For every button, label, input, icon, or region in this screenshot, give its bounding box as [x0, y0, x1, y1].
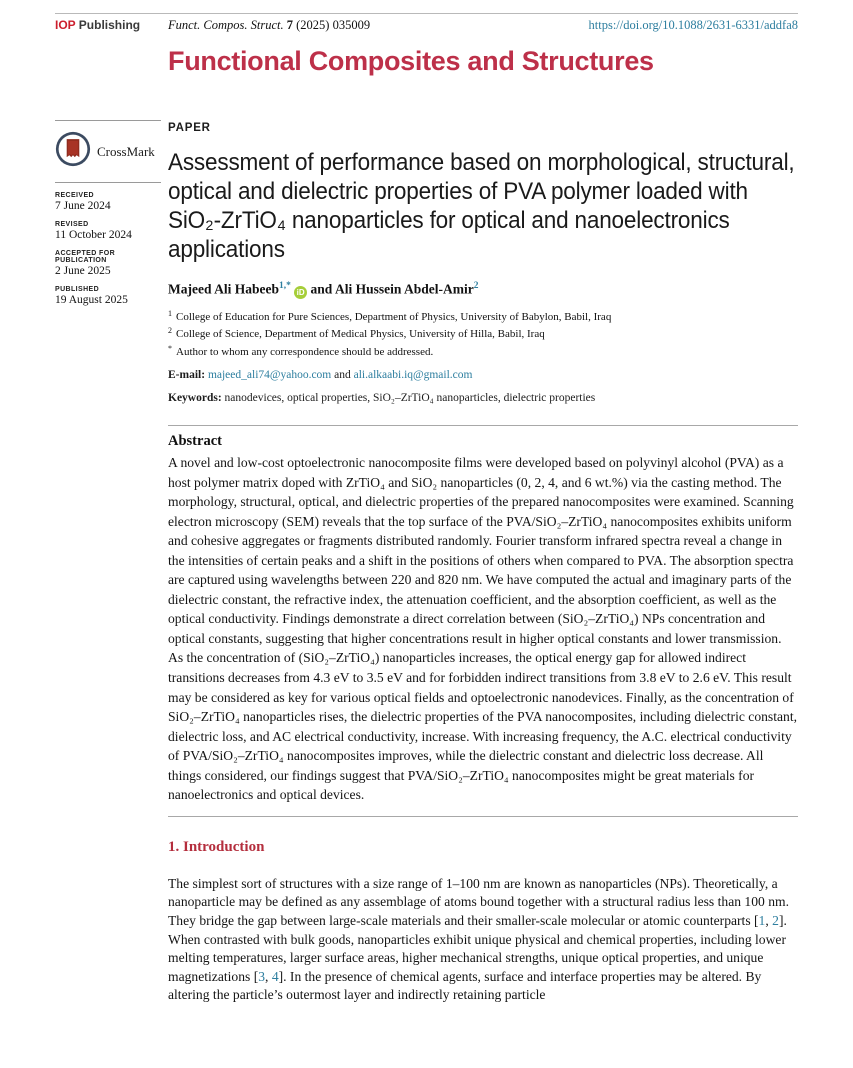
- journal-title: Functional Composites and Structures: [168, 46, 654, 76]
- affiliation-1-marker: 1: [168, 308, 172, 318]
- keywords-label: Keywords:: [168, 392, 225, 404]
- intro-text-5: ]. In the presence of chemical agents, surface and interface properties may be altered. By altering the particle’s outermost layer and indirectly retaining particle: [168, 968, 762, 1003]
- intro-text-2: ,: [765, 913, 773, 929]
- received-label: RECEIVED: [55, 192, 94, 199]
- sidebar-divider-bottom: [55, 182, 161, 183]
- keywords-line: [168, 392, 798, 404]
- author-1-affil-marker: 1,*: [279, 281, 291, 291]
- orcid-icon[interactable]: iD: [294, 286, 307, 299]
- author-2-name: Ali Hussein Abdel-Amir: [334, 281, 474, 297]
- accepted-date: 2 June 2025: [55, 265, 111, 277]
- keywords-text: nanodevices, optical properties, SiO₂–ZrTiO₄ nanoparticles, dielectric properties: [224, 392, 596, 404]
- abstract-divider-top: [168, 425, 798, 426]
- email-line: [168, 369, 798, 381]
- corresponding-author-text: Author to whom any correspondence should be addressed.: [176, 345, 434, 358]
- abstract-heading: Abstract: [168, 433, 222, 449]
- article-type-label: PAPER: [168, 122, 211, 134]
- citation-ref-2[interactable]: 2: [772, 913, 779, 929]
- affiliation-2-text: College of Science, Department of Medical Physics, University of Hilla, Babil, Iraq: [176, 328, 545, 340]
- introduction-paragraph: [168, 875, 798, 1005]
- article-history: [55, 192, 161, 306]
- author-connector: and: [307, 281, 335, 297]
- received-date: 7 June 2024: [55, 200, 111, 212]
- iop-logo-text: IOP: [55, 18, 76, 32]
- published-date: 19 August 2025: [55, 294, 128, 306]
- accepted-label: ACCEPTED FOR PUBLICATION: [55, 250, 116, 264]
- email-label: E-mail:: [168, 369, 208, 381]
- email-link-2[interactable]: ali.alkaabi.iq@gmail.com: [353, 369, 473, 381]
- header-divider: [55, 13, 798, 14]
- article-info-sidebar: [55, 120, 161, 306]
- publisher-name: Publishing: [75, 18, 141, 32]
- affiliation-1-text: College of Education for Pure Sciences, Department of Physics, University of Babylon, Babil, Iraq: [176, 310, 612, 323]
- introduction-heading: 1. Introduction: [168, 838, 265, 855]
- corresponding-author-note: [168, 342, 798, 360]
- email-link-1[interactable]: majeed_ali74@yahoo.com: [207, 369, 332, 381]
- crossmark-badge[interactable]: [55, 131, 161, 172]
- affiliation-2: [168, 324, 798, 342]
- intro-text-3: ]. When contrasted with bulk goods, nanoparticles exhibit unique physical and chemical properties, including lower melting temperatures, larger surface areas, higher mechanical strengths, unique optical properties, and unique magnetizations [: [168, 913, 787, 984]
- abstract-text: A novel and low-cost optoelectronic nanocomposite films were developed based on polyvinyl alcohol (PVA) as a host polymer matrix doped with ZrTiO₄ and SiO₂ nanoparticles (0, 2, 4, and 6 wt.%) via the casting method. The morphology, structural, optical, and dielectric properties of the prepared nanocomposites were examined. Scanning electron microscopy (SEM) reveals that the top surface of the PVA/SiO₂–ZrTiO₄ nanocomposites exhibits uniform and cohesive aggregates or fragments distributed randomly. Fourier transform infrared spectra reveal a change in the intensities of certain peaks and a shift in the positions of others when compared to PVA. The absorption spectra are captured using wavelengths between 220 and 820 nm. We have computed the actual and imaginary parts of the dielectric constant, the refractive index, the attenuation coefficient, and the absorption coefficient, as well as the optical conductivity. Findings demonstrate a direct correlation between (SiO₂–ZrTiO₄) NPs concentration and optical constants, suggesting that higher concentrations result in higher optical constants and lower transmission. As the concentration of (SiO₂–ZrTiO₄) nanoparticles increases, the optical energy gap for allowed indirect transitions decreases from 4.3 eV to 3.5 eV and for forbidden indirect transitions from 3.8 eV to 2.6 eV. This result may be considered as key for various optical fields and optoelectronic nanodevices. Finally, as the concentration of SiO₂–ZrTiO₄ nanoparticles rises, the dielectric properties of the PVA nanocomposites, including dielectric constant, dielectric loss, and AC electrical conductivity, increase. With increasing frequency, the A.C. electrical conductivity of PVA/SiO₂–ZrTiO₄ nanocomposites improves, while the dielectric constant and dielectric loss decrease. All things considered, our findings suggest that PVA/SiO₂–ZrTiO₄ nanocomposites might be great materials for nanoelectronics and optical devices.: [168, 455, 797, 803]
- author-2-affil-marker: 2: [473, 281, 479, 291]
- intro-text-4: ,: [265, 968, 272, 984]
- iop-publishing-logo: [55, 18, 140, 32]
- citation-ref-4[interactable]: 4: [271, 968, 279, 984]
- email-connector: and: [331, 369, 354, 381]
- revised-date: 11 October 2024: [55, 229, 132, 241]
- affiliations: [168, 307, 798, 360]
- affiliation-2-marker: 2: [168, 326, 172, 335]
- article-title: Assessment of performance based on morphological, structural, optical and dielectric properties of PVA polymer loaded with SiO₂-ZrTiO₄ nanoparticles for optical and nanoelectronics applications: [168, 149, 795, 263]
- author-1-name: Majeed Ali Habeeb: [168, 281, 279, 297]
- article-content: [168, 122, 798, 1005]
- crossmark-label: CrossMark: [97, 143, 155, 159]
- doi-link[interactable]: https://doi.org/10.1088/2631-6331/addfa8: [588, 18, 798, 32]
- sidebar-divider-top: [55, 120, 161, 121]
- published-label: PUBLISHED: [55, 286, 100, 293]
- crossmark-icon: [55, 131, 91, 172]
- citation-volume: 7: [286, 18, 293, 32]
- citation-ref-3[interactable]: 3: [258, 968, 266, 984]
- citation-journal-abbrev: Funct. Compos. Struct.: [168, 18, 287, 32]
- corresponding-author-marker: *: [168, 343, 172, 353]
- citation-issue: (2025) 035009: [293, 18, 371, 32]
- abstract-divider-bottom: [168, 816, 798, 817]
- journal-citation: [168, 18, 370, 33]
- citation-ref-1[interactable]: 1: [758, 913, 766, 929]
- revised-label: REVISED: [55, 221, 89, 228]
- intro-text-1: The simplest sort of structures with a size range of 1–100 nm are known as nanoparticles (NPs). Theoretically, a nanoparticle may be defined as any assemblage of atoms bound together with a structural radius less than 100 nm. They bridge the gap between large-scale materials and their smaller-scale molecular or atomic counterparts [: [168, 875, 789, 929]
- author-line: [168, 281, 798, 299]
- affiliation-1: [168, 307, 798, 325]
